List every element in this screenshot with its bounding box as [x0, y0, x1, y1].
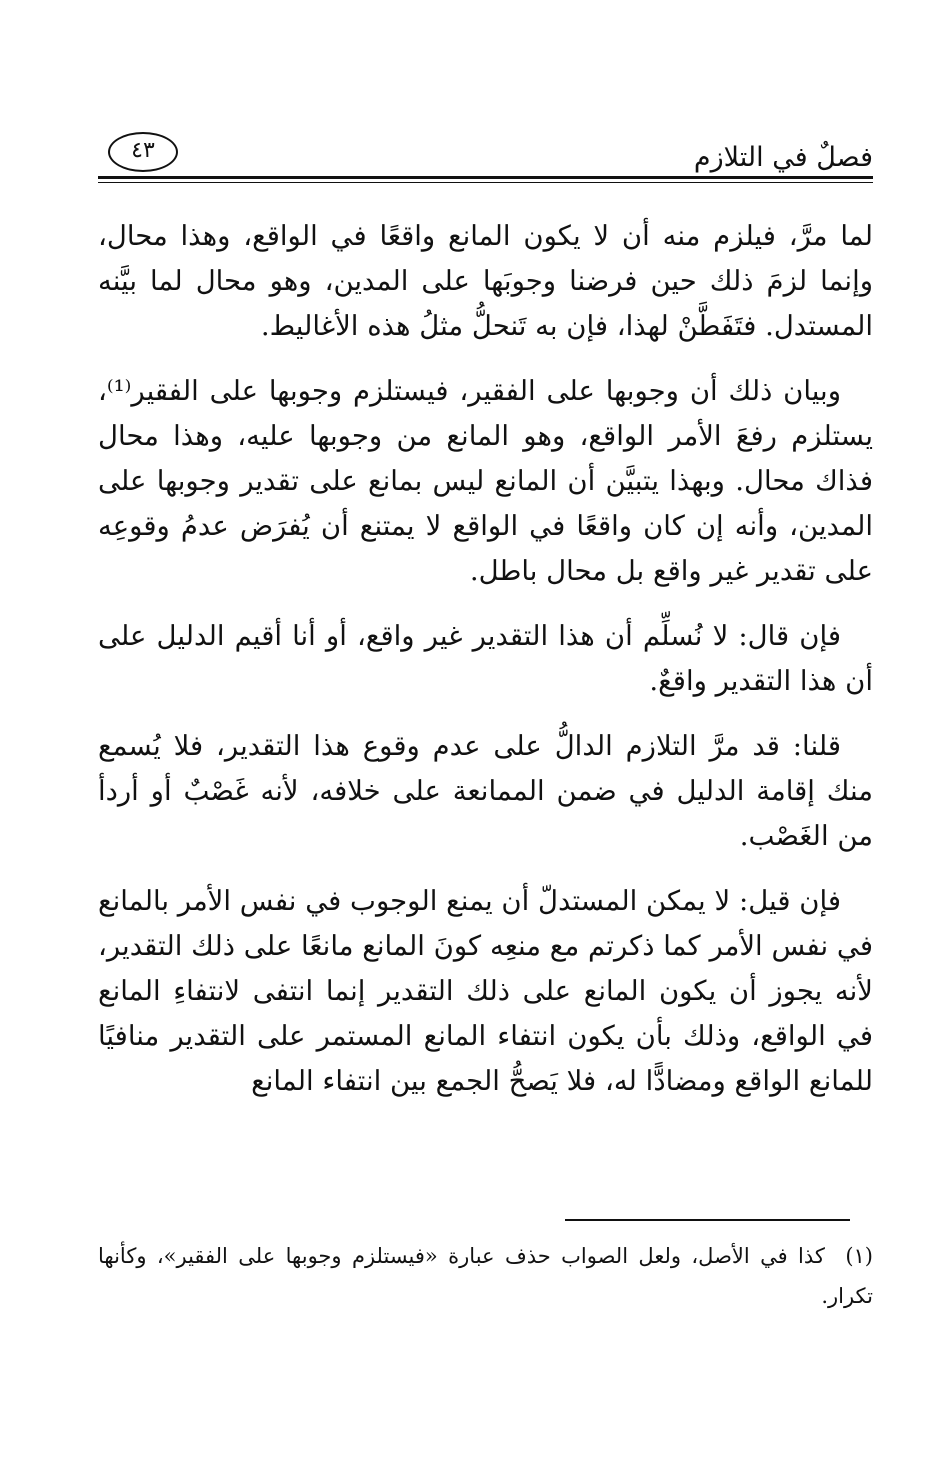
page-number: ٤٣	[108, 132, 178, 172]
paragraph: فإن قال: لا نُسلِّم أن هذا التقدير غير واقع، أو أنا أقيم الدليل على أن هذا التقدير واقعٌ.	[98, 620, 873, 697]
paragraph: فإن قيل: لا يمكن المستدلّ أن يمنع الوجوب في نفس الأمر بالمانع في نفس الأمر كما ذكرتم مع منعِه كونَ المانع مانعًا على ذلك التقدير، لأنه يجوز أن يكون المانع على ذلك التقدير إنما انتفى لانتفاءِ المانع في الواقع، وذلك بأن يكون انتفاء المانع المستمر على التقدير منافيًا للمانع الواقع ومضادًّا له، فلا يَصحُّ الجمع بين انتفاء المانع	[98, 885, 873, 1097]
chapter-title: فصلٌ في التلازم	[693, 142, 873, 173]
footnote-text: كذا في الأصل، ولعل الصواب حذف عبارة «فيستلزم وجوبها على الفقير»، وكأنها تكرار.	[98, 1244, 873, 1308]
footnote-separator	[565, 1219, 850, 1221]
header-rule	[98, 176, 873, 179]
footnote	[98, 1236, 873, 1316]
paragraph: قلنا: قد مرَّ التلازم الدالُّ على عدم وقوع هذا التقدير، فلا يُسمع منك إقامة الدليل في ضمن الممانعة على خلافه، لأنه غَصْبٌ أو أردأ من الغَصْب.	[98, 730, 873, 852]
header-rule-thin	[98, 182, 873, 183]
footnote-number: (١)	[845, 1244, 873, 1268]
page-header	[98, 120, 873, 190]
paragraph: لما مرَّ، فيلزم منه أن لا يكون المانع واقعًا في الواقع، وهذا محال، وإنما لزمَ ذلك حين فرضنا وجوبَها على المدين، وهو محال لما بيَّنه المستدل. فتَفَطَّنْ لهذا، فإن به تَنحلُّ مثلُ هذه الأغاليط.	[98, 220, 873, 342]
body-text	[98, 214, 873, 1124]
paragraph: وبيان ذلك أن وجوبها على الفقير، فيستلزم وجوبها على الفقير⁽¹⁾، يستلزم رفعَ الأمر الواقع، وهو المانع من وجوبها عليه، وهذا محال فذاك محال. وبهذا يتبيَّن أن المانع ليس بمانع على تقدير وجوبها على المدين، وأنه إن كان واقعًا في الواقع لا يمتنع أن يُفرَض عدمُ وقوعِه على تقدير غير واقع بل محال باطل.	[98, 375, 873, 587]
